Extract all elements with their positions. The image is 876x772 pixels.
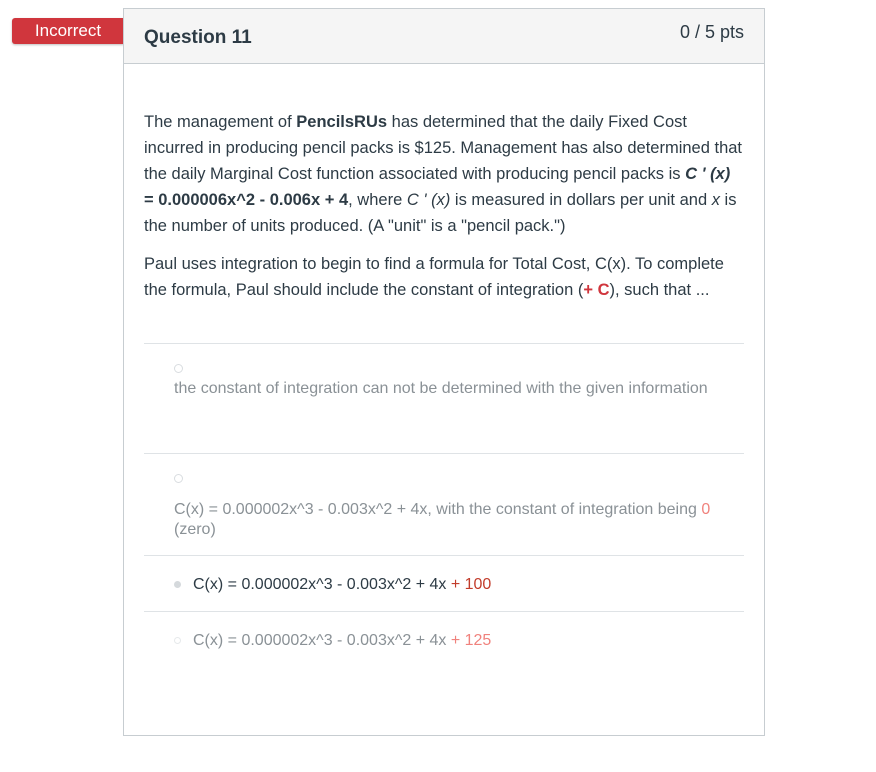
answer-text-2: C(x) = 0.000002x^3 - 0.003x^2 + 4x, with the constant of integration being 0 (zero): [174, 501, 711, 538]
answer-text-3: C(x) = 0.000002x^3 - 0.003x^2 + 4x + 100: [193, 576, 492, 593]
answer-option-2[interactable]: [144, 454, 744, 556]
plus-125-highlight: + 125: [450, 632, 492, 649]
question-paragraph-1: The management of PencilsRUs has determined that the daily Fixed Cost incurred in producing pencil packs is $125. Management has also determined that the daily Marginal Cost function associated with producing pencil packs is C ' (x) = 0.000006x^2 - 0.006x + 4, where C ' (x) is measured in dollars per unit and x is the number of units produced. (A "unit" is a "pencil pack."): [144, 113, 743, 235]
answer-radio-4[interactable]: [174, 637, 181, 644]
question-paragraph-2: Paul uses integration to begin to find a formula for Total Cost, C(x). To complete the formula, Paul should include the constant of integration (+ C), such that ...: [144, 255, 724, 299]
answer-text-4: C(x) = 0.000002x^3 - 0.003x^2 + 4x + 125: [193, 632, 492, 649]
marginal-cost-equation: = 0.000006x^2 - 0.006x + 4: [144, 191, 349, 209]
answer-option-3[interactable]: [144, 556, 744, 612]
answer-radio-3-selected[interactable]: [174, 581, 181, 588]
zero-highlight: 0: [701, 501, 711, 518]
answer-option-4[interactable]: [144, 612, 744, 667]
answer-radio-2[interactable]: [174, 474, 183, 483]
question-points: 0 / 5 pts: [679, 22, 744, 42]
plus-100-highlight: + 100: [450, 576, 492, 593]
question-title: Question 11: [144, 27, 252, 48]
marginal-cost-symbol: C ' (x): [685, 165, 731, 183]
question-header: [124, 9, 764, 64]
answer-list: [144, 343, 744, 667]
answer-option-1[interactable]: [144, 344, 744, 454]
incorrect-flag: Incorrect: [12, 18, 124, 44]
answer-text-1: the constant of integration can not be determined with the given information: [174, 380, 708, 397]
answer-radio-1[interactable]: [174, 364, 183, 373]
question-body: [124, 64, 764, 667]
question-card: [123, 8, 765, 736]
company-name: PencilsRUs: [296, 113, 388, 131]
plus-c-highlight: + C: [583, 281, 610, 299]
